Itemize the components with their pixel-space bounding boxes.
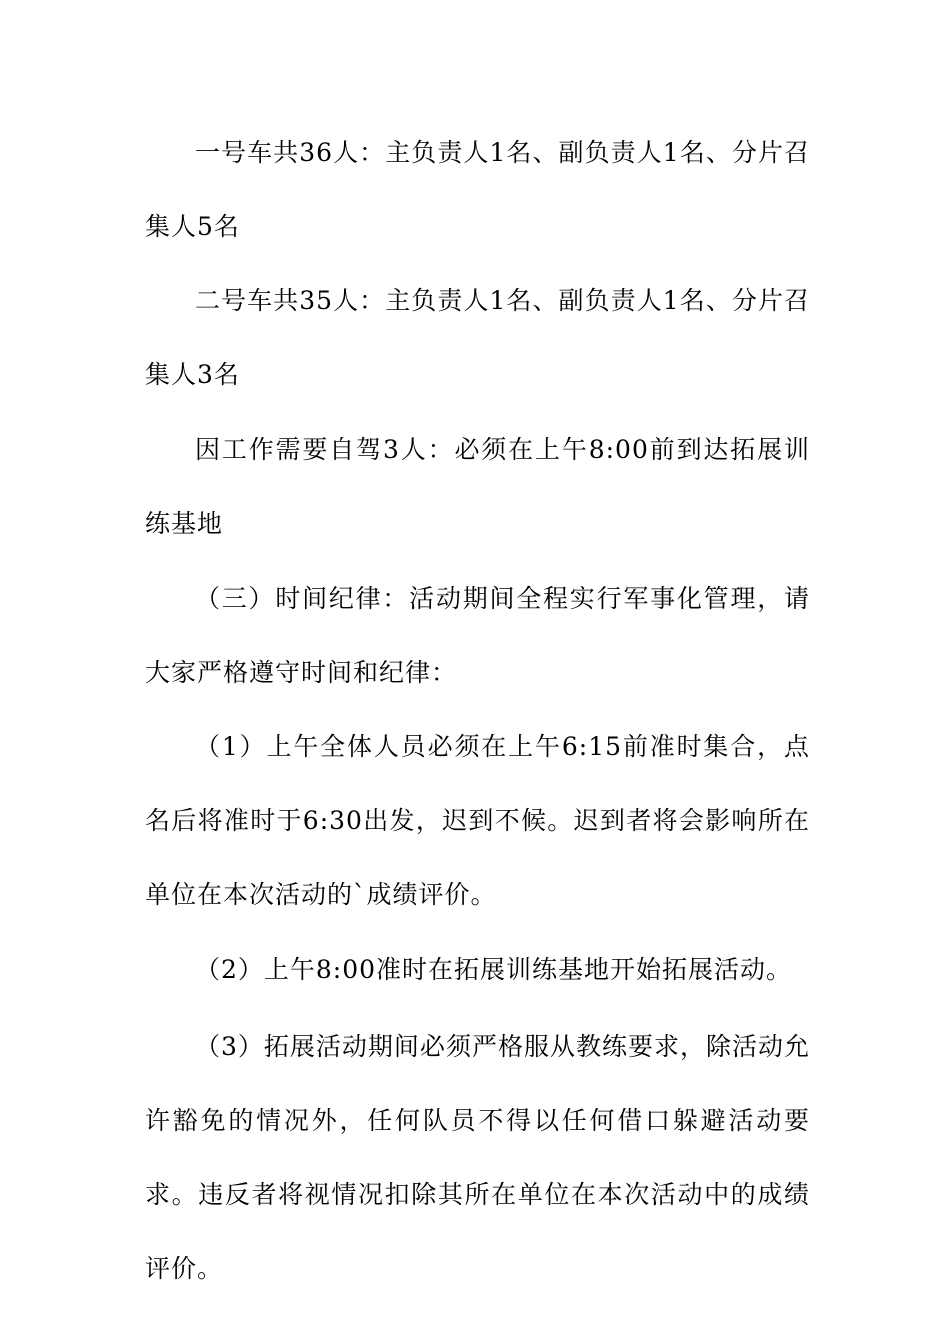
paragraph-time-discipline: （三）时间纪律：活动期间全程实行军事化管理，请大家严格遵守时间和纪律： — [145, 584, 810, 687]
paragraph-car-one: 一号车共36人：主负责人1名、副负责人1名、分片召集人5名 — [145, 138, 810, 241]
paragraph-self-drive: 因工作需要自驾3人：必须在上午8:00前到达拓展训练基地 — [145, 435, 810, 538]
paragraph-rule-1: （1）上午全体人员必须在上午6:15前准时集合，点名后将准时于6:30出发，迟到不候。迟到者将会影响所在单位在本次活动的`成绩评价。 — [145, 732, 810, 909]
paragraph-car-two: 二号车共35人：主负责人1名、副负责人1名、分片召集人3名 — [145, 286, 810, 389]
paragraph-rule-3: （3）拓展活动期间必须严格服从教练要求，除活动允许豁免的情况外，任何队员不得以任何借口躲避活动要求。违反者将视情况扣除其所在单位在本次活动中的成绩评价。 — [145, 1032, 810, 1283]
paragraph-rule-2: （2）上午8:00准时在拓展训练基地开始拓展活动。 — [195, 955, 793, 984]
